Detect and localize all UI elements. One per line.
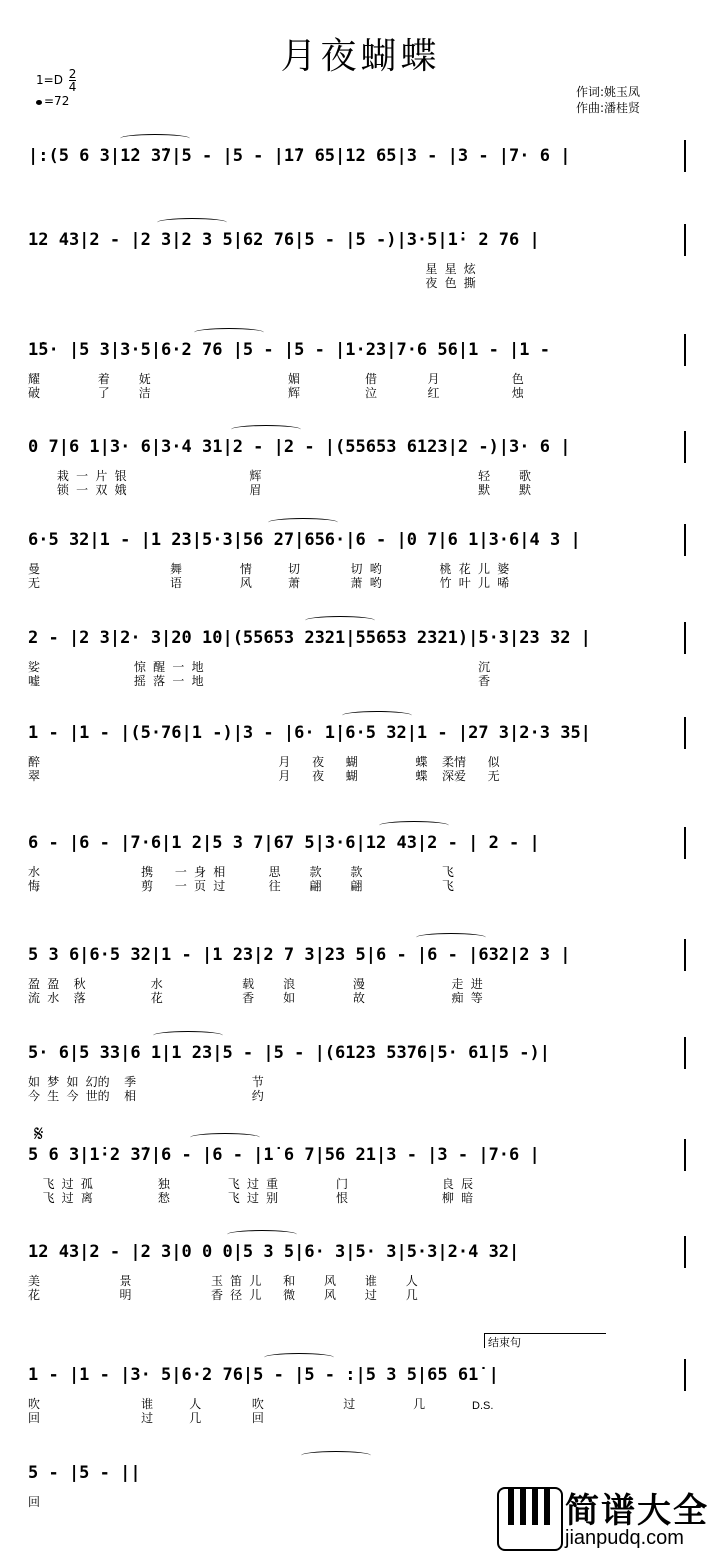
- time-bottom: 4: [68, 80, 77, 94]
- key-signature: 1=D: [36, 73, 63, 87]
- lyricist: 作词:姚玉凤: [576, 85, 641, 99]
- lyric-verse-1: 醉 月 夜 蝴 蝶 柔情 似: [28, 755, 500, 769]
- lyric-verse-2: 夜 色 撕: [28, 276, 476, 290]
- slur-mark: [227, 1230, 297, 1239]
- slur-mark: [194, 328, 264, 337]
- barline: [684, 524, 686, 556]
- lyric-verse-1: 娑 惊 醒 一 地 沉: [28, 660, 491, 674]
- lyric-verse-1: 飞 过 孤 独 飞 过 重 门 良 辰: [28, 1177, 474, 1191]
- lyric-verse-1: 曼 舞 情 切 切 哟 桃 花 儿 婆: [28, 562, 510, 576]
- lyric-verse-2: 花 明 香 径 儿 微 风 过 几: [28, 1288, 418, 1302]
- slur-mark: [231, 425, 301, 434]
- slur-mark: [157, 218, 227, 227]
- slur-mark: [342, 711, 412, 720]
- barline: [684, 622, 686, 654]
- lyric-verse-1: 水 携 一 身 相 思 款 款 飞: [28, 865, 454, 879]
- logo-title: 简谱大全: [565, 1491, 709, 1531]
- notation-row: |:(5 6 3|1̇2 3̇7|5 - |5 - |1̇7 65|12 65|3 - |3 - |7· 6 |: [28, 146, 571, 166]
- barline: [684, 1236, 686, 1268]
- logo-url: jianpudq.com: [565, 1527, 684, 1549]
- lyric-verse-2: 悔 剪 一 页 过 往 翩 翩 飞: [28, 879, 454, 893]
- slur-mark: [379, 821, 449, 830]
- site-logo: [497, 1483, 717, 1551]
- barline: [684, 224, 686, 256]
- barline: [684, 431, 686, 463]
- lyric-verse-1: 如 梦 如 幻的 季 节: [28, 1075, 264, 1089]
- notation-row: 1̇5· |5 3|3·5|6·2 76 |5 - |5 - |1·23|7·6 56|1 - |1 -: [28, 340, 550, 360]
- slur-mark: [264, 1353, 334, 1362]
- key-tempo-block: [36, 68, 76, 109]
- barline: [684, 334, 686, 366]
- tempo-mark: =72: [44, 94, 70, 108]
- notation-row: 2 - |2 3|2· 3|20 10|(55653 2321|55653 2321)|5·3|23 32 |: [28, 628, 591, 648]
- barline: [684, 140, 686, 172]
- lyric-verse-1: 星 星 炫: [28, 262, 476, 276]
- lyric-verse-2: 飞 过 离 愁 飞 过 别 恨 柳 暗: [28, 1191, 474, 1205]
- segno-icon: 𝄋: [34, 1122, 44, 1147]
- slur-mark: [416, 933, 486, 942]
- lyric-verse-1: 盈 盈 秋 水 载 浪 漫 走 进: [28, 977, 483, 991]
- composer: 作曲:潘桂贤: [576, 101, 641, 115]
- barline: [684, 827, 686, 859]
- barline: [684, 1359, 686, 1391]
- slur-mark: [153, 1031, 223, 1040]
- lyric-verse-1: 吹 谁 人 吹 过 几: [28, 1397, 426, 1411]
- notation-row: 6 - |6 - |7·6|1 2|5 3 7|67 5|3·6|12 43|2 - | 2 - |: [28, 833, 540, 853]
- lyric-verse-2: 无 语 风 萧 萧 哟 竹 叶 儿 唏: [28, 576, 510, 590]
- slur-mark: [120, 134, 190, 143]
- barline: [684, 1139, 686, 1171]
- lyric-verse-1: 栽 一 片 银 辉 轻 歌: [28, 469, 532, 483]
- time-top: 2: [68, 67, 77, 81]
- slur-mark: [268, 518, 338, 527]
- lyric-verse-2: 锁 一 双 娥 眉 默 默: [28, 483, 532, 497]
- notation-row: 5 6 3|1̇·2 3̇7|6 - |6 - |1̇ 6 7|56 21|3 - |3 - |7·6 |: [28, 1145, 540, 1165]
- notation-row: 5 - |5 - ||: [28, 1463, 141, 1483]
- lyric-verse-2: 今 生 今 世的 相 约: [28, 1089, 264, 1103]
- dal-segno-mark: D.S.: [472, 1400, 494, 1412]
- time-signature: [69, 68, 77, 93]
- barline: [684, 939, 686, 971]
- notation-row: 12 43|2 - |2 3|0 0 0|5 3 5|6· 3|5· 3|5·3|2·4 32|: [28, 1242, 520, 1262]
- notation-row: 6·5 32|1 - |1 23|5·3|56 27|656·|6 - |0 7|6 1|3·6|4 3 |: [28, 530, 581, 550]
- lyric-verse-2: 回 过 几 回: [28, 1411, 264, 1425]
- lyric-verse-2: 破 了 洁 辉 泣 红 烛: [28, 386, 524, 400]
- barline: [684, 717, 686, 749]
- piano-keys-icon: [497, 1487, 563, 1551]
- ending-bracket: 结束句: [484, 1333, 606, 1348]
- slur-mark: [305, 616, 375, 625]
- notation-row: 0 7|6 1|3· 6|3·4 31|2 - |2 - |(55653 6123|2 -)|3· 6 |: [28, 437, 571, 457]
- credits: [576, 84, 640, 116]
- lyric-verse-1: 美 景 玉 笛 儿 和 风 谁 人: [28, 1274, 418, 1288]
- lyric-verse-1: 耀 着 妩 媚 借 月 色: [28, 372, 524, 386]
- slur-mark: [301, 1451, 371, 1460]
- slur-mark: [190, 1133, 260, 1142]
- notation-row: 1 - |1 - |3· 5|6·2 76|5 - |5 - :|5 3 5|65 61̇ |: [28, 1365, 499, 1385]
- notation-row: 12 43|2 - |2 3|2 3 5|62 76|5 - |5 -)|3·5|1̇· 2 76 |: [28, 230, 540, 250]
- song-title: 月夜蝴蝶: [280, 36, 441, 77]
- barline: [684, 1037, 686, 1069]
- lyric-verse-1: 回: [28, 1495, 41, 1509]
- lyric-verse-2: 翠 月 夜 蝴 蝶 深爱 无: [28, 769, 500, 783]
- notation-row: 5· 6|5 33|6 1|1 23|5 - |5 - |(6123 5376|5· 61̇|5 -)|: [28, 1043, 550, 1063]
- lyric-verse-2: 嘘 摇 落 一 地 香: [28, 674, 491, 688]
- lyric-verse-2: 流 水 落 花 香 如 故 痴 等: [28, 991, 483, 1005]
- quarter-note-icon: [36, 100, 42, 105]
- notation-row: 1 - |1 - |(5·76|1 -)|3 - |6· 1̇|6·5 32|1 - |27 3|2·3 35|: [28, 723, 591, 743]
- notation-row: 5 3 6|6·5 32|1 - |1 23|2 7 3|23 5|6 - |6 - |632|2 3 |: [28, 945, 571, 965]
